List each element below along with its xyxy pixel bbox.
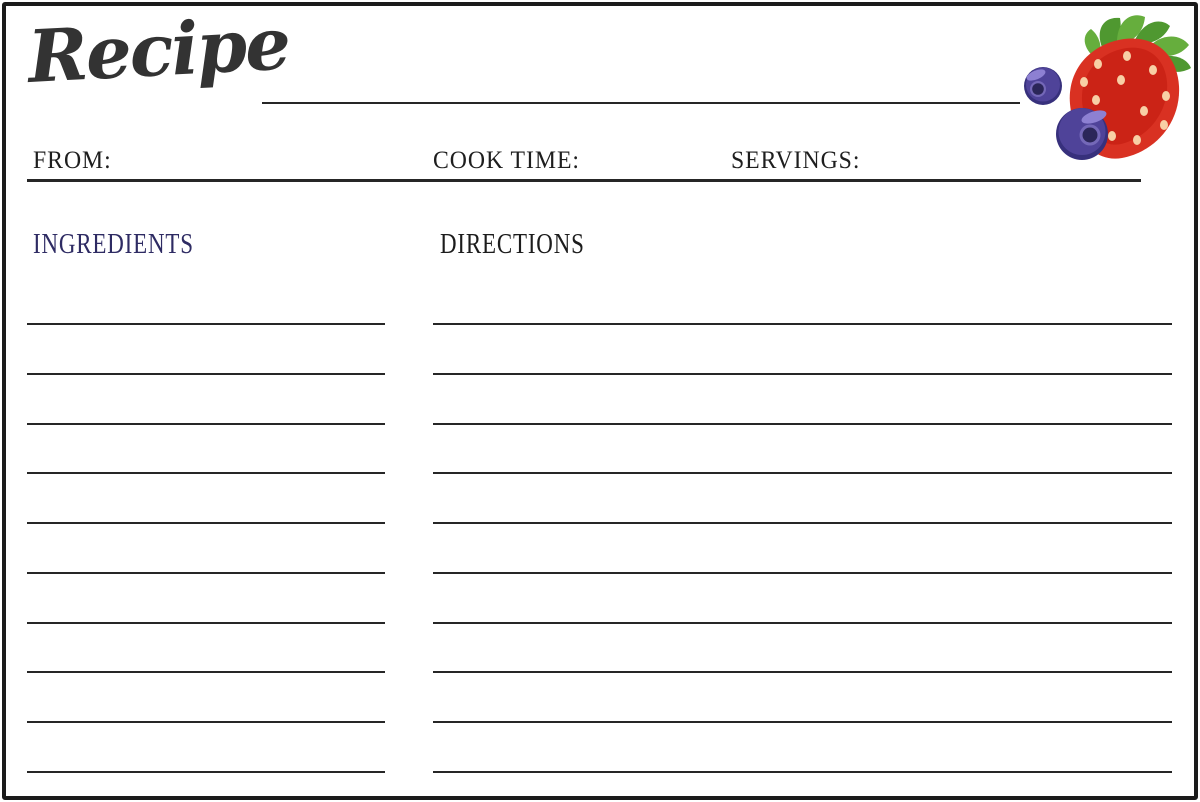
from-label: FROM: — [33, 147, 112, 174]
directions-heading: DIRECTIONS — [440, 229, 585, 260]
ruled-line — [433, 373, 1172, 375]
ruled-line — [433, 522, 1172, 524]
ruled-line — [27, 771, 385, 773]
blueberry-large-icon — [1056, 108, 1108, 160]
cook-time-label: COOK TIME: — [433, 147, 580, 174]
ruled-line — [433, 572, 1172, 574]
page-title: Recipe — [25, 0, 291, 99]
meta-underline — [27, 179, 1141, 182]
ruled-line — [433, 771, 1172, 773]
ruled-line — [27, 323, 385, 325]
servings-label: SERVINGS: — [731, 147, 861, 174]
ruled-line — [27, 522, 385, 524]
ruled-line — [27, 472, 385, 474]
ruled-line — [27, 721, 385, 723]
ruled-line — [433, 721, 1172, 723]
ingredients-heading: INGREDIENTS — [33, 229, 194, 260]
ruled-line — [433, 323, 1172, 325]
ruled-line — [433, 472, 1172, 474]
fruit-illustration — [1000, 8, 1200, 168]
recipe-name-line — [262, 102, 1020, 104]
ruled-line — [433, 423, 1172, 425]
ruled-line — [27, 423, 385, 425]
ruled-line — [27, 572, 385, 574]
directions-lines — [433, 323, 1172, 773]
blueberry-small-icon — [1024, 67, 1062, 105]
ruled-line — [433, 671, 1172, 673]
ingredients-lines — [27, 323, 385, 773]
ruled-line — [27, 671, 385, 673]
ruled-line — [433, 622, 1172, 624]
blueberry-eye — [1032, 83, 1044, 95]
ruled-line — [27, 622, 385, 624]
blueberry-eye — [1083, 128, 1098, 143]
ruled-line — [27, 373, 385, 375]
